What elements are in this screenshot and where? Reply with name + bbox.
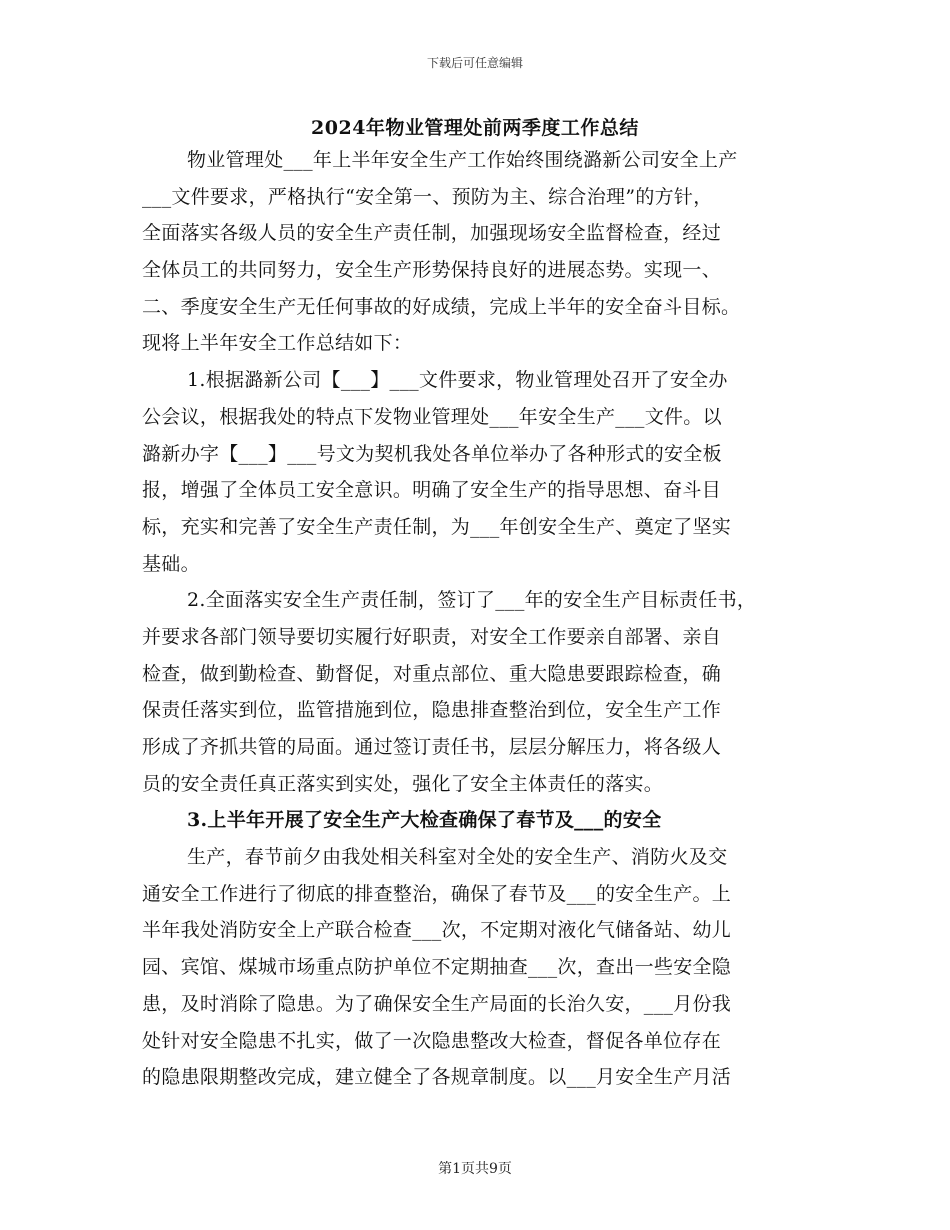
section-heading: 3.上半年开展了安全生产大检查确保了春节及___的安全 — [187, 809, 662, 832]
body-line: 1.根据潞新公司【___】___文件要求，物业管理处召开了安全办 — [187, 369, 728, 392]
document-body — [142, 142, 812, 1096]
header-note: 下载后可任意编辑 — [426, 56, 523, 70]
body-line: 公会议，根据我处的特点下发物业管理处___年安全生产___文件。以 — [142, 405, 722, 428]
page-number: 第1页共9页 — [438, 1161, 512, 1177]
document-title: 2024年物业管理处前两季度工作总结 — [311, 117, 639, 139]
body-line: 物业管理处___年上半年安全生产工作始终围绕潞新公司安全上产 — [187, 149, 738, 171]
body-line: 生产，春节前夕由我处相关科室对全处的安全生产、消防火及交 — [187, 846, 728, 869]
body-line: 检查，做到勤检查、勤督促，对重点部位、重大隐患要跟踪检查，确 — [142, 662, 722, 685]
body-line: 员的安全责任真正落实到实处，强化了安全主体责任的落实。 — [142, 772, 664, 795]
body-line: 潞新办字【___】___号文为契机我处各单位举办了各种形式的安全板 — [142, 442, 722, 465]
body-line: ___文件要求，严格执行“安全第一、预防为主、综合治理”的方针， — [142, 185, 713, 208]
body-line: 标，充实和完善了安全生产责任制，为___年创安全生产、奠定了坚实 — [142, 515, 732, 538]
body-line: 半年我处消防安全上产联合检查___次，不定期对液化气储备站、幼儿 — [142, 919, 732, 942]
body-line: 全体员工的共同努力，安全生产形势保持良好的进展态势。实现一、 — [142, 259, 722, 282]
body-line: 保责任落实到位，监管措施到位，隐患排查整治到位，安全生产工作 — [142, 699, 722, 722]
body-line: 现将上半年安全工作总结如下： — [142, 332, 413, 355]
body-line: 形成了齐抓共管的局面。通过签订责任书，层层分解压力，将各级人 — [142, 736, 722, 758]
body-line: 2.全面落实安全生产责任制，签订了___年的安全生产目标责任书， — [187, 589, 757, 612]
body-line: 全面落实各级人员的安全生产责任制，加强现场安全监督检查，经过 — [142, 222, 722, 245]
body-line: 通安全工作进行了彻底的排查整治，确保了春节及___的安全生产。上 — [142, 882, 732, 905]
body-line: 报，增强了全体员工安全意识。明确了安全生产的指导思想、奋斗目 — [142, 479, 722, 502]
body-line: 患，及时消除了隐患。为了确保安全生产局面的长治久安，___月份我 — [142, 992, 732, 1015]
body-line: 处针对安全隐患不扎实，做了一次隐患整改大检查，督促各单位存在 — [142, 1029, 722, 1052]
body-line: 园、宾馆、煤城市场重点防护单位不定期抽查___次，查出一些安全隐 — [142, 956, 732, 979]
body-line: 基础。 — [142, 552, 200, 575]
body-line: 的隐患限期整改完成，建立健全了各规章制度。以___月安全生产月活 — [142, 1066, 732, 1089]
body-line: 二、季度安全生产无任何事故的好成绩，完成上半年的安全奋斗目标。 — [142, 295, 741, 318]
body-line: 并要求各部门领导要切实履行好职责，对安全工作要亲自部署、亲自 — [142, 625, 722, 648]
